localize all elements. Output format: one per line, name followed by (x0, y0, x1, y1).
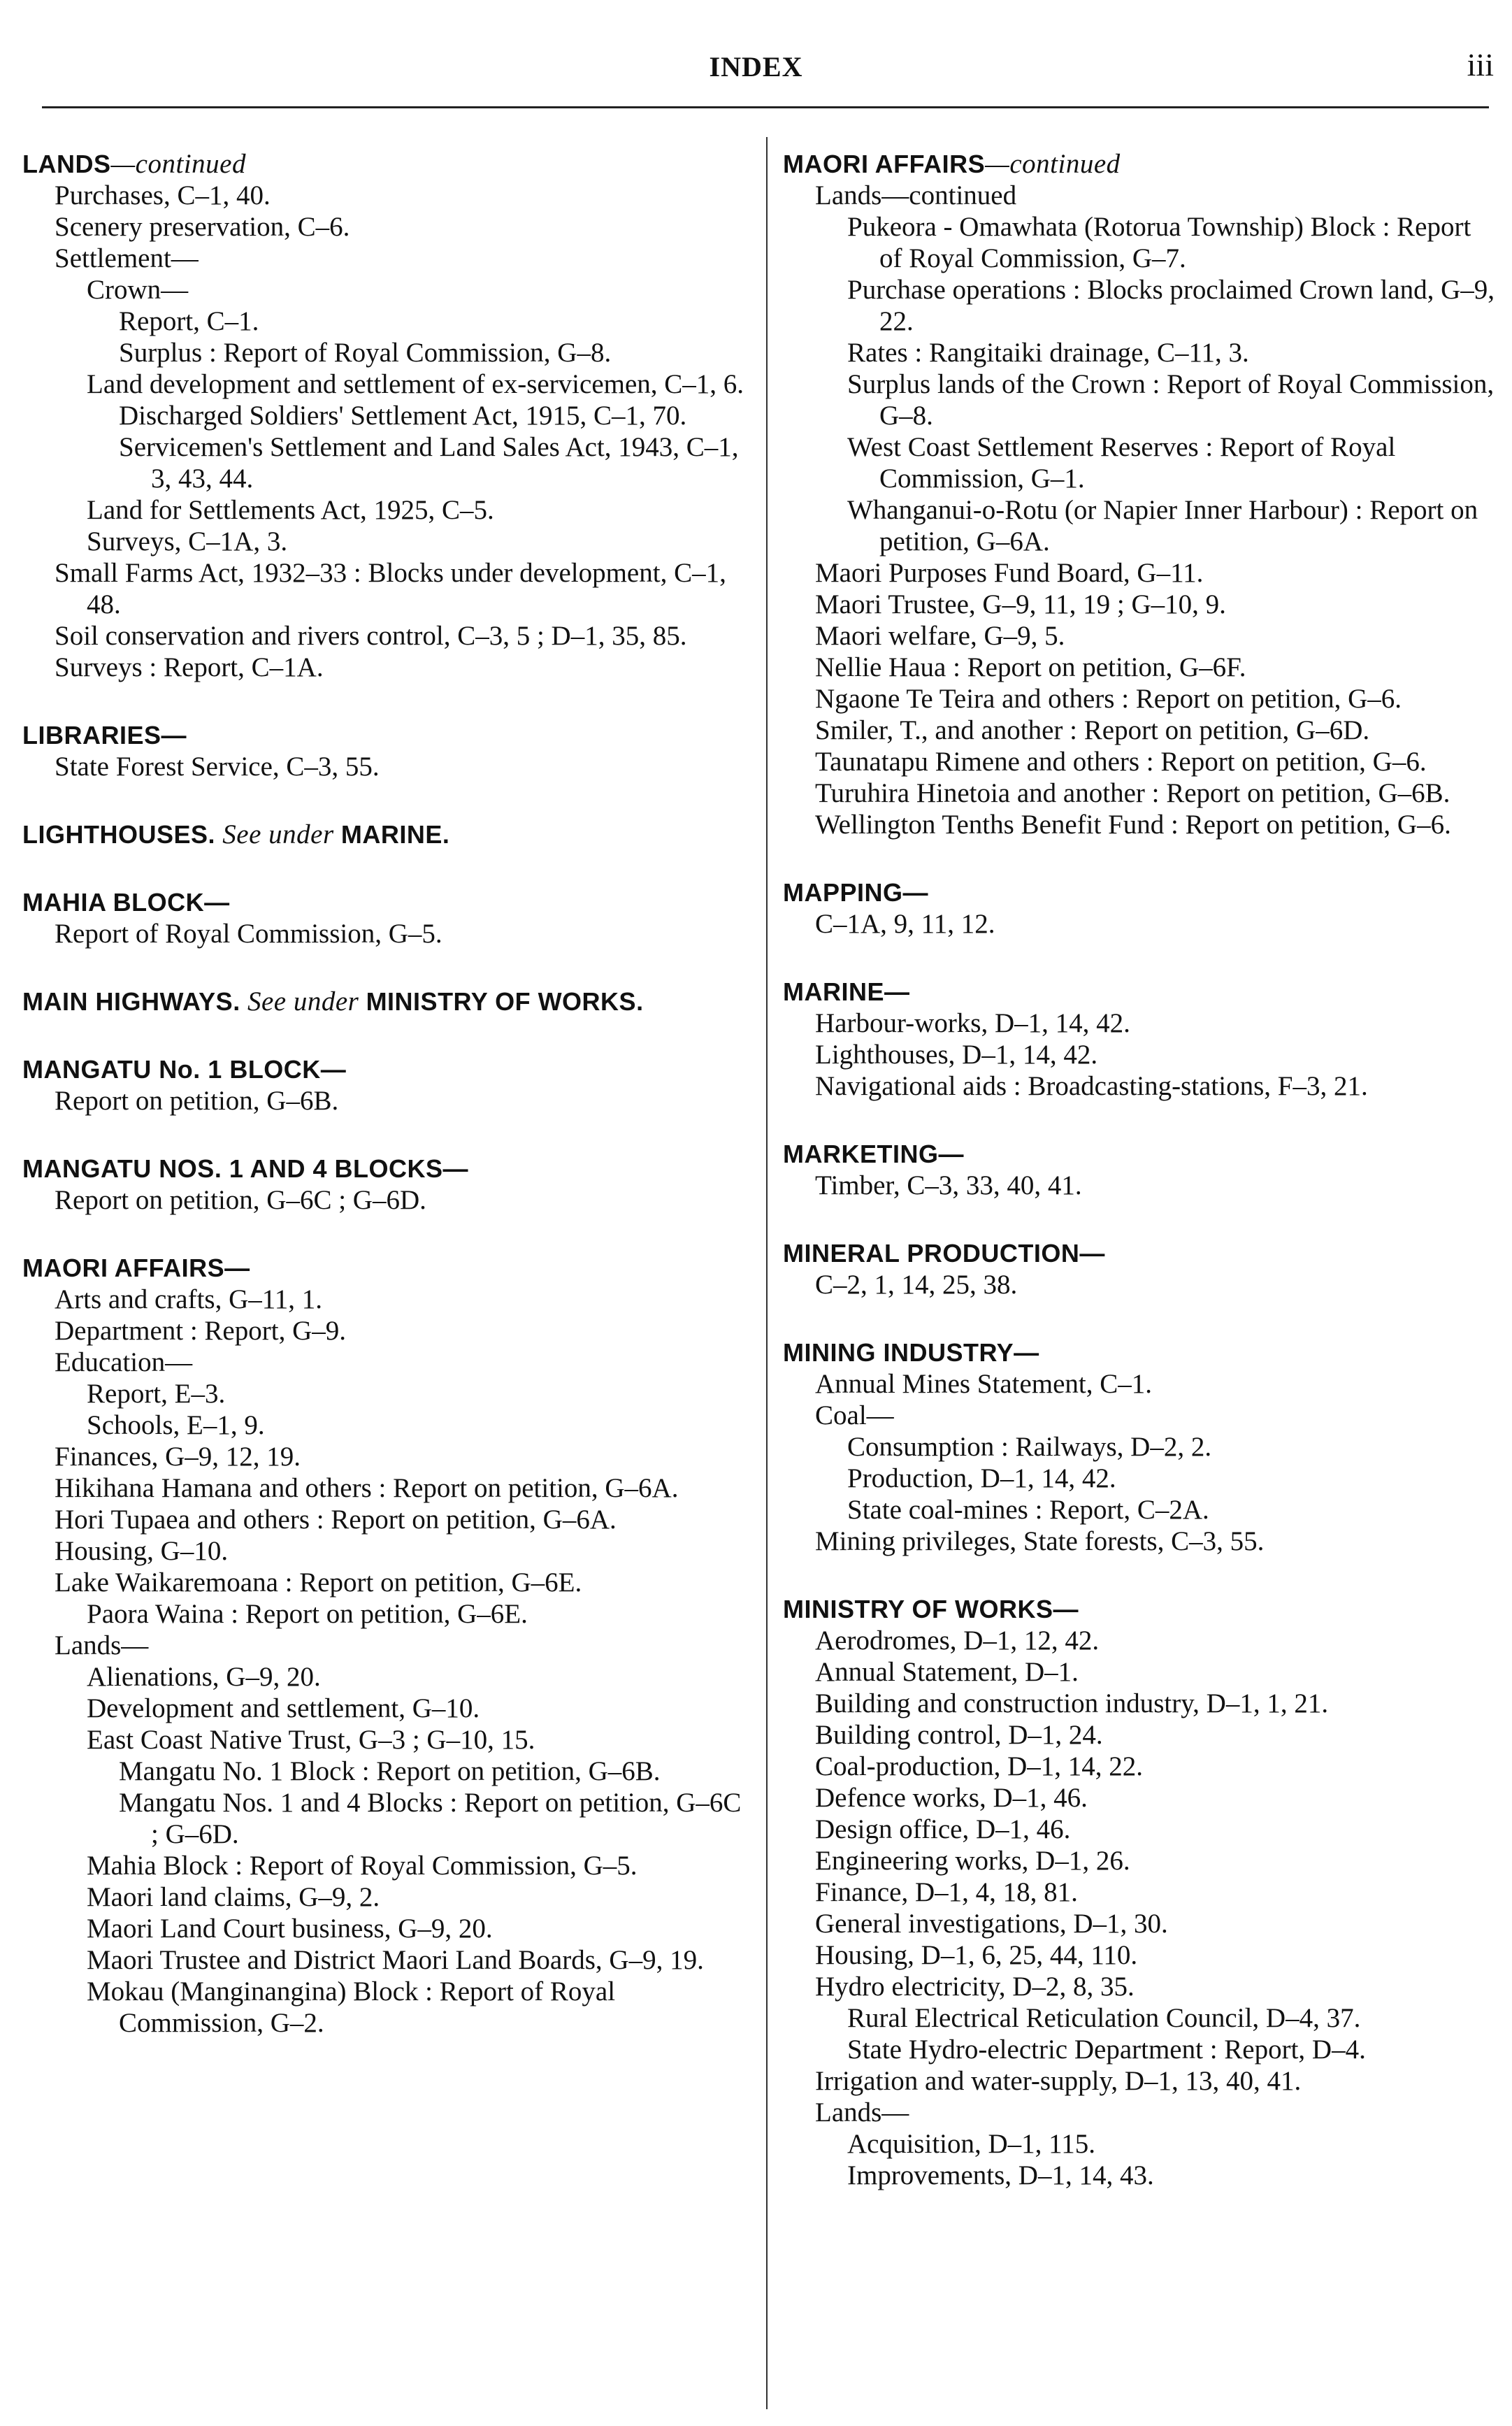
section-heading (22, 1252, 749, 1284)
index-entry: Mangatu Nos. 1 and 4 Blocks : Report on petition, G–6C ; G–6D. (119, 1788, 742, 1849)
index-entry: Building and construction industry, D–1, 1, 21. (815, 1688, 1329, 1718)
index-entry: Rates : Rangitaiki drainage, C–11, 3. (847, 338, 1249, 368)
index-section (22, 148, 749, 683)
section-heading (22, 148, 749, 180)
page-title: INDEX (709, 51, 803, 82)
index-entry: Servicemen's Settlement and Land Sales Act, 1943, C–1, 3, 43, 44. (119, 432, 739, 494)
index-entry: Improvements, D–1, 14, 43. (847, 2160, 1154, 2190)
index-entry: Nellie Haua : Report on petition, G–6F. (815, 652, 1246, 682)
index-entry: Settlement— (55, 243, 199, 273)
index-entry: Report on petition, G–6B. (55, 1086, 339, 1116)
index-entry: Report of Royal Commission, G–5. (55, 919, 442, 949)
heading-label: MANGATU NOS. 1 AND 4 BLOCKS— (22, 1154, 469, 1183)
heading-label: MAORI AFFAIRS (783, 150, 986, 178)
index-entry: Maori land claims, G–9, 2. (87, 1882, 380, 1912)
index-entry: Soil conservation and rivers control, C–3, 5 ; D–1, 35, 85. (55, 621, 687, 651)
index-entry: Lake Waikaremoana : Report on petition, G–6E. (55, 1567, 582, 1598)
index-entry: Taunatapu Rimene and others : Report on petition, G–6. (815, 747, 1427, 777)
index-entry: Housing, D–1, 6, 25, 44, 110. (815, 1940, 1138, 1970)
index-entry: Housing, G–10. (55, 1536, 229, 1566)
index-entry: Small Farms Act, 1932–33 : Blocks under development, C–1, 48. (55, 558, 726, 619)
index-entry: Report, C–1. (119, 306, 259, 336)
index-entry: Maori Land Court business, G–9, 20. (87, 1914, 493, 1944)
index-entry: Scenery preservation, C–6. (55, 212, 350, 242)
index-entry: Turuhira Hinetoia and another : Report on petition, G–6B. (815, 778, 1450, 808)
index-entry: Maori Trustee and District Maori Land Boards, G–9, 19. (87, 1945, 704, 1975)
section-heading (783, 1593, 1496, 1625)
index-entry: Acquisition, D–1, 115. (847, 2129, 1095, 2159)
section-heading (783, 976, 1496, 1007)
index-entry: State coal-mines : Report, C–2A. (847, 1495, 1209, 1525)
index-entry: Department : Report, G–9. (55, 1316, 346, 1346)
index-entry: Navigational aids : Broadcasting-stations, F–3, 21. (815, 1071, 1368, 1101)
index-entry: Pukeora - Omawhata (Rotorua Township) Block : Report of Royal Commission, G–7. (847, 212, 1471, 273)
heading-label: MINERAL PRODUCTION— (783, 1239, 1105, 1268)
index-entry: Lands—continued (815, 180, 1017, 210)
index-entry: West Coast Settlement Reserves : Report of Royal Commission, G–1. (847, 432, 1396, 494)
header-rule (42, 106, 1489, 108)
index-entry: Ngaone Te Teira and others : Report on petition, G–6. (815, 684, 1402, 714)
index-entry: Production, D–1, 14, 42. (847, 1463, 1116, 1493)
index-entry: Consumption : Railways, D–2, 2. (847, 1432, 1212, 1462)
index-section (783, 877, 1496, 940)
index-entry: Lands— (815, 2097, 909, 2127)
index-entry: Hikihana Hamana and others : Report on petition, G–6A. (55, 1473, 679, 1503)
heading-qualifier: See under (240, 986, 366, 1017)
heading-label: MARKETING— (783, 1140, 964, 1168)
index-section (22, 887, 749, 949)
index-entry: Crown— (87, 275, 189, 305)
index-entry: Report, E–3. (87, 1379, 226, 1409)
column-divider (766, 137, 768, 2409)
heading-label: MAIN HIGHWAYS. (22, 987, 240, 1016)
index-entry: Maori Trustee, G–9, 11, 19 ; G–10, 9. (815, 589, 1226, 619)
index-entry: Engineering works, D–1, 26. (815, 1846, 1130, 1876)
heading-cross-reference: MARINE. (340, 820, 450, 849)
index-entry: Hydro electricity, D–2, 8, 35. (815, 1972, 1135, 2002)
index-entry: Coal-production, D–1, 14, 22. (815, 1751, 1144, 1781)
index-entry: Maori Purposes Fund Board, G–11. (815, 558, 1204, 588)
index-entry: Defence works, D–1, 46. (815, 1783, 1088, 1813)
heading-label: LIGHTHOUSES. (22, 820, 216, 849)
heading-label: MINING INDUSTRY— (783, 1338, 1039, 1367)
section-heading (783, 877, 1496, 908)
index-entry: Wellington Tenths Benefit Fund : Report on petition, G–6. (815, 810, 1451, 840)
index-entry: Irrigation and water-supply, D–1, 13, 40, 41. (815, 2066, 1302, 2096)
index-section (783, 1593, 1496, 2191)
index-entry: Lands— (55, 1630, 149, 1660)
heading-label: LIBRARIES— (22, 721, 187, 749)
index-entry: Finances, G–9, 12, 19. (55, 1442, 301, 1472)
index-entry: Schools, E–1, 9. (87, 1410, 265, 1440)
index-entry: East Coast Native Trust, G–3 ; G–10, 15. (87, 1725, 535, 1755)
index-entry: Land development and settlement of ex-servicemen, C–1, 6. (87, 369, 744, 399)
index-entry: Arts and crafts, G–11, 1. (55, 1284, 323, 1314)
index-entry: Design office, D–1, 46. (815, 1814, 1071, 1844)
heading-cross-reference: MINISTRY OF WORKS. (366, 987, 644, 1016)
index-entry: C–1A, 9, 11, 12. (815, 909, 995, 939)
index-entry: Finance, D–1, 4, 18, 81. (815, 1877, 1078, 1907)
index-entry: Maori welfare, G–9, 5. (815, 621, 1065, 651)
index-section (783, 1138, 1496, 1201)
index-entry: Annual Mines Statement, C–1. (815, 1369, 1153, 1399)
index-entry: State Hydro-electric Department : Report, D–4. (847, 2034, 1366, 2065)
index-entry: Smiler, T., and another : Report on petition, G–6D. (815, 715, 1370, 745)
index-column-left (22, 148, 749, 2039)
index-entry: General investigations, D–1, 30. (815, 1909, 1168, 1939)
heading-label: MAORI AFFAIRS— (22, 1254, 250, 1282)
section-heading (22, 819, 749, 850)
section-heading (22, 986, 749, 1017)
index-section (22, 986, 749, 1017)
index-section (783, 976, 1496, 1102)
heading-label: MAPPING— (783, 878, 929, 907)
section-heading (783, 1138, 1496, 1170)
index-entry: Purchase operations : Blocks proclaimed Crown land, G–9, 22. (847, 275, 1495, 336)
heading-label: MARINE— (783, 977, 910, 1006)
heading-qualifier: See under (215, 819, 341, 849)
index-section (783, 148, 1496, 840)
section-heading (783, 1337, 1496, 1368)
index-entry: Rural Electrical Reticulation Council, D–4, 37. (847, 2003, 1361, 2033)
index-section (22, 819, 749, 850)
section-heading (783, 1237, 1496, 1269)
index-entry: Annual Statement, D–1. (815, 1657, 1079, 1687)
index-entry: Whanganui-o-Rotu (or Napier Inner Harbour) : Report on petition, G–6A. (847, 495, 1478, 557)
index-entry: Harbour-works, D–1, 14, 42. (815, 1008, 1130, 1038)
index-entry: Development and settlement, G–10. (87, 1693, 480, 1723)
heading-label: MANGATU No. 1 BLOCK— (22, 1055, 347, 1084)
index-section (22, 1153, 749, 1216)
heading-label: MAHIA BLOCK— (22, 888, 230, 917)
index-entry: Mokau (Manginangina) Block : Report of Royal Commission, G–2. (87, 1976, 616, 2038)
index-section (22, 1054, 749, 1117)
index-column-right (783, 148, 1496, 2191)
index-entry: Surveys : Report, C–1A. (55, 652, 324, 682)
index-entry: Lighthouses, D–1, 14, 42. (815, 1040, 1098, 1070)
index-section (783, 1337, 1496, 1557)
index-entry: Alienations, G–9, 20. (87, 1662, 321, 1692)
index-entry: Aerodromes, D–1, 12, 42. (815, 1625, 1100, 1656)
heading-label: LANDS (22, 150, 111, 178)
index-entry: C–2, 1, 14, 25, 38. (815, 1270, 1018, 1300)
index-entry: Timber, C–3, 33, 40, 41. (815, 1170, 1082, 1200)
heading-qualifier: —continued (110, 149, 246, 179)
index-entry: Report on petition, G–6C ; G–6D. (55, 1185, 426, 1215)
index-entry: Building control, D–1, 24. (815, 1720, 1103, 1750)
index-entry: Paora Waina : Report on petition, G–6E. (87, 1599, 528, 1629)
section-heading (22, 1153, 749, 1184)
index-entry: Surplus lands of the Crown : Report of Royal Commission, G–8. (847, 369, 1495, 431)
index-section (783, 1237, 1496, 1300)
index-entry: Land for Settlements Act, 1925, C–5. (87, 495, 494, 525)
page-number: iii (1467, 47, 1494, 82)
index-section (22, 1252, 749, 2039)
index-entry: Mangatu No. 1 Block : Report on petition, G–6B. (119, 1756, 661, 1786)
index-entry: Education— (55, 1347, 193, 1377)
section-heading (22, 1054, 749, 1085)
heading-label: MINISTRY OF WORKS— (783, 1595, 1079, 1623)
section-heading (22, 887, 749, 918)
index-entry: Hori Tupaea and others : Report on petition, G–6A. (55, 1505, 617, 1535)
section-heading (783, 148, 1496, 180)
index-entry: Surveys, C–1A, 3. (87, 526, 288, 557)
index-entry: Mining privileges, State forests, C–3, 55. (815, 1526, 1265, 1556)
index-entry: State Forest Service, C–3, 55. (55, 752, 380, 782)
section-heading (22, 719, 749, 751)
index-section (22, 719, 749, 782)
index-entry: Mahia Block : Report of Royal Commission, G–5. (87, 1851, 638, 1881)
index-entry: Purchases, C–1, 40. (55, 180, 271, 210)
index-entry: Coal— (815, 1400, 894, 1430)
heading-qualifier: —continued (985, 149, 1121, 179)
index-entry: Surplus : Report of Royal Commission, G–8. (119, 338, 612, 368)
index-entry: Discharged Soldiers' Settlement Act, 1915, C–1, 70. (119, 401, 687, 431)
